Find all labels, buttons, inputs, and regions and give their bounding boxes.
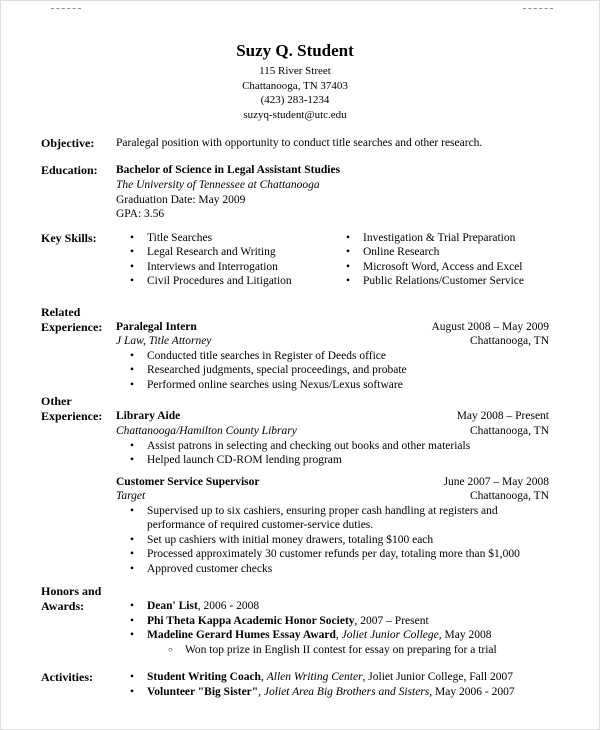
job-bullet-list bbox=[130, 349, 549, 393]
bullet-icon: • bbox=[130, 600, 135, 613]
skill-label: Investigation & Trial Preparation bbox=[363, 231, 516, 244]
bullet-icon: • bbox=[130, 364, 135, 377]
bullet-text: Performed online searches using Nexus/Lexus software bbox=[147, 378, 403, 391]
bullet-text: Helped launch CD-ROM lending program bbox=[147, 454, 342, 467]
bullet-icon: • bbox=[130, 504, 135, 517]
bullet-icon: • bbox=[346, 275, 351, 288]
activities-section bbox=[41, 670, 549, 699]
education-gpa: GPA: 3.56 bbox=[116, 208, 165, 221]
job-title: Customer Service Supervisor bbox=[116, 475, 260, 488]
bullet-item bbox=[130, 504, 549, 533]
job-bullet-list bbox=[130, 439, 549, 468]
bullet-icon: • bbox=[346, 231, 351, 244]
skill-item bbox=[346, 260, 549, 275]
honor-item bbox=[130, 614, 549, 629]
skill-label: Legal Research and Writing bbox=[147, 246, 276, 259]
bullet-item bbox=[130, 562, 549, 577]
activity-text bbox=[147, 670, 549, 685]
bullet-item bbox=[130, 453, 549, 468]
bullet-icon: • bbox=[130, 439, 135, 452]
education-degree: Bachelor of Science in Legal Assistant Studies bbox=[116, 164, 341, 177]
honor-dates: , 2007 – Present bbox=[354, 614, 429, 627]
education-label: Education: bbox=[41, 163, 98, 178]
bullet-text: Assist patrons in selecting and checking out books and other materials bbox=[147, 439, 471, 452]
activities-list bbox=[130, 670, 549, 699]
objective-section bbox=[41, 136, 549, 151]
experience-entry bbox=[116, 320, 549, 393]
activity-title: Volunteer "Big Sister" bbox=[147, 685, 259, 698]
bullet-icon: • bbox=[130, 246, 135, 259]
bullet-icon: • bbox=[130, 548, 135, 561]
honor-title: Dean' List bbox=[147, 600, 198, 613]
job-title: Paralegal Intern bbox=[116, 320, 197, 333]
key-skills-columns bbox=[116, 231, 549, 289]
honor-text bbox=[147, 599, 549, 614]
job-company: Chattanooga/Hamilton County Library bbox=[116, 425, 297, 438]
honor-sub-text: Won top prize in English II contest for essay on preparing for a trial bbox=[185, 643, 497, 656]
honor-title: Phi Theta Kappa Academic Honor Society bbox=[147, 614, 355, 627]
bullet-icon: • bbox=[130, 349, 135, 362]
skill-label: Public Relations/Customer Service bbox=[363, 275, 524, 288]
activity-dates: , Joliet Junior College, Fall 2007 bbox=[362, 671, 513, 684]
other-experience-section bbox=[41, 394, 549, 576]
crop-mark-left bbox=[51, 8, 81, 9]
resume-header bbox=[41, 41, 549, 122]
bullet-icon: • bbox=[130, 629, 135, 642]
bullet-text: Processed approximately 30 customer refunds per day, totaling more than $1,000 bbox=[147, 548, 520, 561]
job-bullet-list bbox=[130, 504, 549, 577]
skill-item bbox=[346, 245, 549, 260]
job-dates: June 2007 – May 2008 bbox=[443, 475, 549, 488]
bullet-item bbox=[130, 349, 549, 364]
label-line-1: Other bbox=[41, 394, 72, 409]
address-line: 115 River Street bbox=[259, 65, 331, 77]
activity-item bbox=[130, 685, 549, 700]
bullet-text: Approved customer checks bbox=[147, 562, 273, 575]
honor-item bbox=[130, 628, 549, 643]
activity-title: Student Writing Coach bbox=[147, 671, 261, 684]
objective-label: Objective: bbox=[41, 136, 95, 151]
skill-label: Title Searches bbox=[147, 231, 213, 244]
skill-item bbox=[130, 231, 346, 246]
crop-mark-right bbox=[523, 8, 553, 9]
bullet-icon: • bbox=[130, 685, 135, 698]
bullet-item bbox=[130, 378, 549, 393]
skill-item bbox=[346, 231, 549, 246]
key-skills-column-2 bbox=[346, 231, 549, 289]
honor-item bbox=[130, 599, 549, 614]
bullet-icon: • bbox=[130, 378, 135, 391]
activity-org: Allen Writing Center bbox=[266, 671, 363, 684]
bullet-icon: • bbox=[130, 275, 135, 288]
label-line-1: Related bbox=[41, 304, 81, 319]
bullet-item bbox=[130, 363, 549, 378]
skill-item bbox=[130, 274, 346, 289]
skill-label: Civil Procedures and Litigation bbox=[147, 275, 292, 288]
bullet-icon: • bbox=[346, 260, 351, 273]
honor-dates: , May 2008 bbox=[438, 629, 492, 642]
job-location: Chattanooga, TN bbox=[470, 425, 549, 438]
bullet-item bbox=[130, 547, 549, 562]
skill-item bbox=[346, 274, 549, 289]
honor-separator: , bbox=[335, 629, 342, 642]
job-company: Target bbox=[116, 490, 146, 503]
honors-list bbox=[130, 599, 549, 657]
activity-org: Joliet Area Big Brothers and Sisters bbox=[263, 685, 430, 698]
bullet-icon: • bbox=[130, 533, 135, 546]
bullet-item bbox=[130, 533, 549, 548]
related-experience-label bbox=[41, 305, 116, 393]
job-company: J Law, Title Attorney bbox=[116, 335, 212, 348]
job-dates: May 2008 – Present bbox=[456, 410, 549, 423]
label-line-2: Experience: bbox=[41, 409, 103, 424]
activity-text bbox=[147, 685, 549, 700]
honor-title: Madeline Gerard Humes Essay Award bbox=[147, 629, 336, 642]
bullet-icon: • bbox=[130, 671, 135, 684]
honor-text bbox=[147, 628, 549, 643]
key-skills-column-1 bbox=[130, 231, 346, 289]
activity-item bbox=[130, 670, 549, 685]
education-graduation-date: Graduation Date: May 2009 bbox=[116, 193, 246, 206]
experience-entry bbox=[116, 409, 549, 467]
skill-item bbox=[130, 245, 346, 260]
key-skills-section bbox=[41, 231, 549, 289]
job-title: Library Aide bbox=[116, 410, 181, 423]
honor-text bbox=[147, 614, 549, 629]
honors-awards-section bbox=[41, 584, 549, 657]
bullet-item bbox=[130, 439, 549, 454]
skill-item bbox=[130, 260, 346, 275]
email-line: suzyq-student@utc.edu bbox=[243, 108, 347, 121]
candidate-name: Suzy Q. Student bbox=[236, 41, 354, 60]
bullet-icon: • bbox=[130, 260, 135, 273]
related-experience-section bbox=[41, 305, 549, 393]
bullet-icon: • bbox=[130, 231, 135, 244]
bullet-icon: • bbox=[346, 246, 351, 259]
label-line-1: Honors and bbox=[41, 584, 102, 599]
phone-line: (423) 283-1234 bbox=[260, 94, 330, 107]
honor-dates: , 2006 - 2008 bbox=[197, 600, 260, 613]
bullet-icon: • bbox=[130, 614, 135, 627]
city-state-zip-line: Chattanooga, TN 37403 bbox=[242, 79, 348, 92]
honor-sub-item bbox=[168, 643, 549, 658]
education-section bbox=[41, 163, 549, 221]
activity-dates: , May 2006 - 2007 bbox=[429, 685, 515, 698]
honor-org: Joliet Junior College bbox=[341, 629, 439, 642]
skill-label: Microsoft Word, Access and Excel bbox=[363, 260, 523, 273]
label-line-2: Experience: bbox=[41, 319, 103, 334]
honors-awards-label bbox=[41, 584, 116, 657]
bullet-icon: • bbox=[130, 454, 135, 467]
key-skills-label: Key Skills: bbox=[41, 230, 97, 245]
sub-bullet-icon: ○ bbox=[168, 644, 173, 654]
job-location: Chattanooga, TN bbox=[470, 490, 549, 503]
bullet-text: Conducted title searches in Register of Deeds office bbox=[147, 349, 386, 362]
experience-entry bbox=[116, 475, 549, 577]
job-location: Chattanooga, TN bbox=[470, 335, 549, 348]
activity-separator: , bbox=[260, 671, 267, 684]
objective-text: Paralegal position with opportunity to conduct title searches and other research. bbox=[116, 137, 483, 150]
education-school: The University of Tennessee at Chattanooga bbox=[116, 178, 320, 191]
bullet-icon: • bbox=[130, 562, 135, 575]
bullet-text: Set up cashiers with initial money drawers, totaling $100 each bbox=[147, 533, 434, 546]
bullet-text: Researched judgments, special proceedings, and probate bbox=[147, 364, 407, 377]
label-line-2: Awards: bbox=[41, 599, 85, 614]
activity-separator: , bbox=[258, 685, 264, 698]
skill-label: Online Research bbox=[363, 246, 440, 259]
activities-label: Activities: bbox=[41, 670, 93, 685]
skill-label: Interviews and Interrogation bbox=[147, 260, 278, 273]
bullet-text: Supervised up to six cashiers, ensuring proper cash handling at registers and performance of required customer-service duties. bbox=[147, 504, 498, 532]
other-experience-label bbox=[41, 394, 116, 576]
job-dates: August 2008 – May 2009 bbox=[431, 320, 549, 333]
